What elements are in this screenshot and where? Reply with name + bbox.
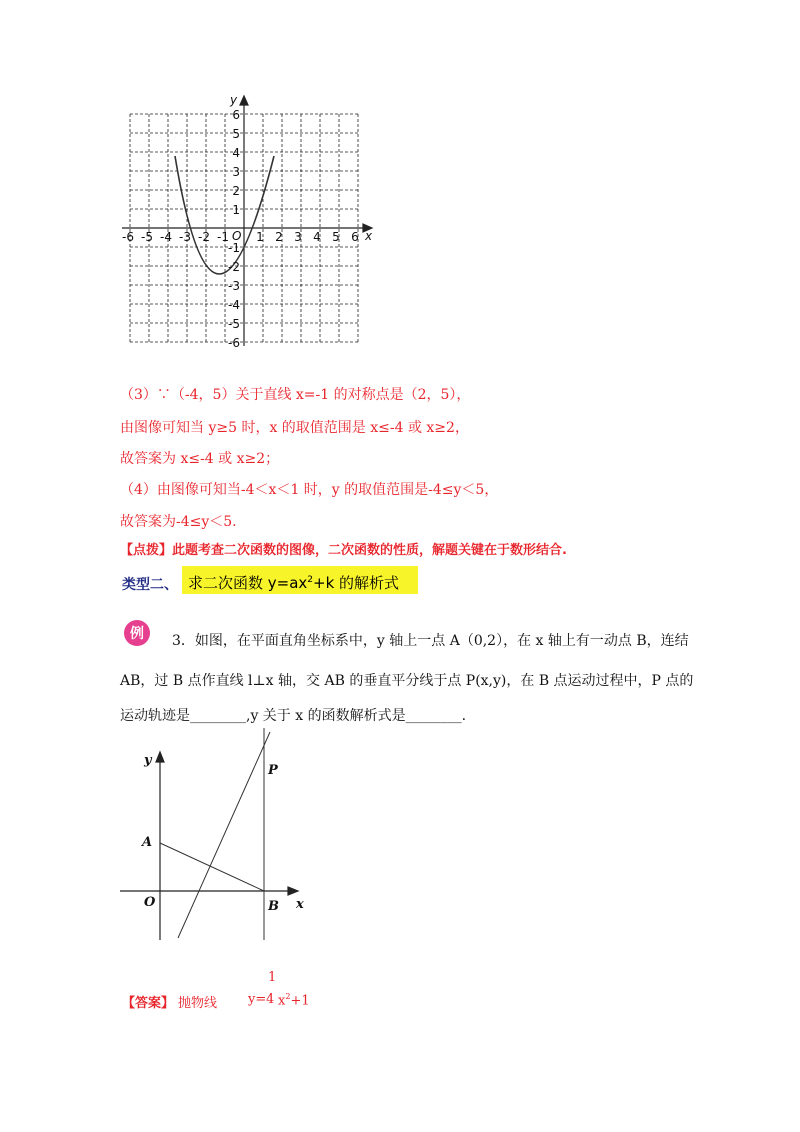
label-b: B [268,899,279,914]
type2-label: 类型二、 [122,577,178,593]
type2-title-prefix: 求二次函数 y=ax [188,574,308,592]
axis-label-x: x [365,229,373,243]
y-tick: 5 [232,127,240,141]
label-x: x [296,897,304,912]
origin-label: O [232,229,242,243]
answer-label: 【答案】 [122,996,175,1011]
solution-line-3: 故答案为 x≤-4 或 x≥2； [120,451,280,467]
x-tick: -5 [141,230,153,244]
y-tick: -3 [228,279,240,293]
type2-title-sup: 2 [307,575,314,585]
solution-line-1: （3）∵（-4，5）关于直线 x=-1 的对称点是（2，5）， [120,387,471,403]
y-tick: 6 [232,108,240,122]
formula-numerator: 1 [268,970,277,985]
answer-formula [248,970,310,1016]
x-tick: 2 [275,230,283,244]
formula-prefix: y= [248,992,267,1007]
label-y: y [144,753,152,768]
y-tick: -2 [228,260,240,274]
y-tick: 1 [232,203,240,217]
example-line-2: AB，过 B 点作直线 l⊥x 轴，交 AB 的垂直平分线于点 P(x,y)，在 B 点运动过程中，P 点的 [120,673,694,689]
answer-text: 抛物线 [178,996,218,1011]
formula-body [278,992,310,1008]
y-tick: 4 [232,146,240,160]
x-tick: 1 [256,230,264,244]
label-o: O [144,895,156,910]
type2-title-suffix: +k 的解析式 [313,574,400,592]
x-tick: 3 [294,230,302,244]
axes [122,96,372,346]
x-tick: 5 [332,230,340,244]
x-tick: 6 [351,230,359,244]
y-tick: 3 [232,165,240,179]
parabola-graph [118,92,378,348]
label-a: A [142,835,153,850]
solution-line-4: （4）由图像可知当-4＜x＜1 时，y 的取值范围是-4≤y＜5， [120,482,499,498]
comment-note: 【点拨】此题考查二次函数的图像，二次函数的性质，解题关键在于数形结合. [120,543,567,558]
x-tick: -4 [160,230,172,244]
formula-x: x [278,993,286,1009]
x-tick: -6 [122,230,134,244]
y-tick: -1 [228,241,240,255]
y-tick: -5 [228,317,240,331]
formula-sup: 2 [285,992,291,1001]
x-tick: -2 [198,230,210,244]
segment-ab [160,843,264,891]
perpendicular-bisector [178,732,270,938]
y-tick: -6 [228,336,240,348]
label-p: P [268,763,278,778]
x-tick: -1 [217,230,229,244]
example-badge-text: 例 [130,626,144,642]
type2-title [182,566,418,594]
example-badge-icon [122,618,152,648]
example-line-1: 3．如图，在平面直角坐标系中，y 轴上一点 A（0,2），在 x 轴上有一动点 B，连结 [172,633,689,649]
y-tick: -4 [228,298,240,312]
y-tick: 2 [232,184,240,198]
x-tick: 4 [313,230,321,244]
parabola-curve [175,156,274,274]
geometry-figure [118,728,318,944]
solution-line-5: 故答案为-4≤y＜5. [120,514,237,530]
formula-denominator: 4 [266,992,275,1007]
example-line-3: 运动轨迹是________,y 关于 x 的函数解析式是________. [120,708,467,724]
solution-line-2: 由图像可知当 y≥5 时，x 的取值范围是 x≤-4 或 x≥2， [120,420,469,436]
formula-suffix: +1 [290,993,310,1009]
axis-label-y: y [230,93,238,107]
x-tick: -3 [179,230,191,244]
